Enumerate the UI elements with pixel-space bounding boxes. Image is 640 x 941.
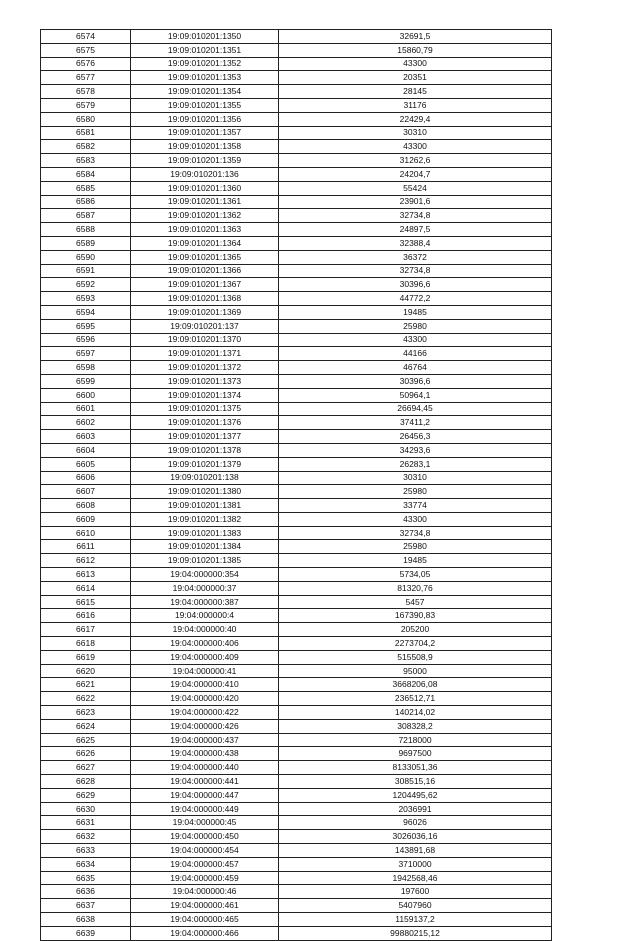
row-number-cell: 6620 bbox=[41, 664, 131, 678]
cadastral-number-cell: 19:09:010201:1376 bbox=[131, 416, 279, 430]
cadastral-number-cell: 19:09:010201:1383 bbox=[131, 526, 279, 540]
table-row bbox=[41, 181, 552, 195]
value-cell: 26283,1 bbox=[279, 457, 552, 471]
table-row bbox=[41, 609, 552, 623]
row-number-cell: 6598 bbox=[41, 361, 131, 375]
cadastral-number-cell: 19:09:010201:136 bbox=[131, 167, 279, 181]
value-cell: 55424 bbox=[279, 181, 552, 195]
row-number-cell: 6606 bbox=[41, 471, 131, 485]
table-row bbox=[41, 71, 552, 85]
value-cell: 43300 bbox=[279, 512, 552, 526]
row-number-cell: 6626 bbox=[41, 747, 131, 761]
row-number-cell: 6575 bbox=[41, 43, 131, 57]
table-row bbox=[41, 223, 552, 237]
row-number-cell: 6599 bbox=[41, 374, 131, 388]
row-number-cell: 6603 bbox=[41, 430, 131, 444]
table-row bbox=[41, 692, 552, 706]
cadastral-number-cell: 19:09:010201:1381 bbox=[131, 499, 279, 513]
value-cell: 36372 bbox=[279, 250, 552, 264]
row-number-cell: 6621 bbox=[41, 678, 131, 692]
cadastral-number-cell: 19:09:010201:1373 bbox=[131, 374, 279, 388]
cadastral-number-cell: 19:04:000000:420 bbox=[131, 692, 279, 706]
value-cell: 19485 bbox=[279, 554, 552, 568]
cadastral-number-cell: 19:09:010201:1356 bbox=[131, 112, 279, 126]
table-row bbox=[41, 926, 552, 940]
row-number-cell: 6629 bbox=[41, 788, 131, 802]
value-cell: 5734,05 bbox=[279, 568, 552, 582]
cadastral-number-cell: 19:04:000000:409 bbox=[131, 650, 279, 664]
row-number-cell: 6635 bbox=[41, 871, 131, 885]
cadastral-number-cell: 19:09:010201:1362 bbox=[131, 209, 279, 223]
table-row bbox=[41, 733, 552, 747]
table-row bbox=[41, 264, 552, 278]
table-row bbox=[41, 333, 552, 347]
cadastral-number-cell: 19:04:000000:406 bbox=[131, 637, 279, 651]
row-number-cell: 6588 bbox=[41, 223, 131, 237]
row-number-cell: 6605 bbox=[41, 457, 131, 471]
value-cell: 50964,1 bbox=[279, 388, 552, 402]
row-number-cell: 6593 bbox=[41, 292, 131, 306]
cadastral-number-cell: 19:04:000000:4 bbox=[131, 609, 279, 623]
row-number-cell: 6587 bbox=[41, 209, 131, 223]
table-row bbox=[41, 430, 552, 444]
cadastral-number-cell: 19:09:010201:1371 bbox=[131, 347, 279, 361]
value-cell: 44166 bbox=[279, 347, 552, 361]
table-row bbox=[41, 305, 552, 319]
value-cell: 44772,2 bbox=[279, 292, 552, 306]
row-number-cell: 6600 bbox=[41, 388, 131, 402]
row-number-cell: 6584 bbox=[41, 167, 131, 181]
table-row bbox=[41, 595, 552, 609]
cadastral-number-cell: 19:09:010201:1379 bbox=[131, 457, 279, 471]
table-row bbox=[41, 140, 552, 154]
cadastral-number-cell: 19:09:010201:1352 bbox=[131, 57, 279, 71]
row-number-cell: 6611 bbox=[41, 540, 131, 554]
row-number-cell: 6578 bbox=[41, 85, 131, 99]
value-cell: 34293,6 bbox=[279, 443, 552, 457]
row-number-cell: 6574 bbox=[41, 30, 131, 44]
table-row bbox=[41, 485, 552, 499]
cadastral-number-cell: 19:04:000000:450 bbox=[131, 830, 279, 844]
table-row bbox=[41, 913, 552, 927]
value-cell: 22429,4 bbox=[279, 112, 552, 126]
cadastral-number-cell: 19:09:010201:1372 bbox=[131, 361, 279, 375]
row-number-cell: 6633 bbox=[41, 844, 131, 858]
cadastral-number-cell: 19:09:010201:1385 bbox=[131, 554, 279, 568]
row-number-cell: 6609 bbox=[41, 512, 131, 526]
value-cell: 31176 bbox=[279, 98, 552, 112]
row-number-cell: 6595 bbox=[41, 319, 131, 333]
value-cell: 2036991 bbox=[279, 802, 552, 816]
row-number-cell: 6628 bbox=[41, 775, 131, 789]
cadastral-number-cell: 19:04:000000:449 bbox=[131, 802, 279, 816]
table-row bbox=[41, 775, 552, 789]
row-number-cell: 6623 bbox=[41, 706, 131, 720]
cadastral-number-cell: 19:09:010201:1370 bbox=[131, 333, 279, 347]
cadastral-number-cell: 19:09:010201:1380 bbox=[131, 485, 279, 499]
table-row bbox=[41, 499, 552, 513]
row-number-cell: 6630 bbox=[41, 802, 131, 816]
value-cell: 43300 bbox=[279, 333, 552, 347]
table-row bbox=[41, 623, 552, 637]
value-cell: 205200 bbox=[279, 623, 552, 637]
table-row bbox=[41, 416, 552, 430]
cadastral-number-cell: 19:04:000000:354 bbox=[131, 568, 279, 582]
cadastral-number-cell: 19:09:010201:1353 bbox=[131, 71, 279, 85]
row-number-cell: 6627 bbox=[41, 761, 131, 775]
value-cell: 81320,76 bbox=[279, 581, 552, 595]
row-number-cell: 6604 bbox=[41, 443, 131, 457]
table-row bbox=[41, 278, 552, 292]
row-number-cell: 6639 bbox=[41, 926, 131, 940]
row-number-cell: 6617 bbox=[41, 623, 131, 637]
cadastral-number-cell: 19:04:000000:40 bbox=[131, 623, 279, 637]
value-cell: 3668206,08 bbox=[279, 678, 552, 692]
row-number-cell: 6590 bbox=[41, 250, 131, 264]
table-row bbox=[41, 471, 552, 485]
value-cell: 37411,2 bbox=[279, 416, 552, 430]
row-number-cell: 6616 bbox=[41, 609, 131, 623]
row-number-cell: 6624 bbox=[41, 719, 131, 733]
row-number-cell: 6613 bbox=[41, 568, 131, 582]
value-cell: 43300 bbox=[279, 140, 552, 154]
table-row bbox=[41, 871, 552, 885]
row-number-cell: 6612 bbox=[41, 554, 131, 568]
row-number-cell: 6636 bbox=[41, 885, 131, 899]
row-number-cell: 6637 bbox=[41, 899, 131, 913]
cadastral-number-cell: 19:04:000000:41 bbox=[131, 664, 279, 678]
table-row bbox=[41, 292, 552, 306]
table-row bbox=[41, 443, 552, 457]
cadastral-number-cell: 19:04:000000:45 bbox=[131, 816, 279, 830]
table-row bbox=[41, 112, 552, 126]
cadastral-number-cell: 19:04:000000:410 bbox=[131, 678, 279, 692]
cadastral-number-cell: 19:04:000000:422 bbox=[131, 706, 279, 720]
row-number-cell: 6583 bbox=[41, 154, 131, 168]
table-row bbox=[41, 885, 552, 899]
row-number-cell: 6619 bbox=[41, 650, 131, 664]
table-row bbox=[41, 568, 552, 582]
value-cell: 32734,8 bbox=[279, 264, 552, 278]
table-row bbox=[41, 457, 552, 471]
value-cell: 96026 bbox=[279, 816, 552, 830]
value-cell: 26456,3 bbox=[279, 430, 552, 444]
value-cell: 95000 bbox=[279, 664, 552, 678]
value-cell: 33774 bbox=[279, 499, 552, 513]
cadastral-number-cell: 19:04:000000:457 bbox=[131, 857, 279, 871]
table-row bbox=[41, 167, 552, 181]
value-cell: 28145 bbox=[279, 85, 552, 99]
row-number-cell: 6632 bbox=[41, 830, 131, 844]
table-row bbox=[41, 250, 552, 264]
value-cell: 236512,71 bbox=[279, 692, 552, 706]
cadastral-number-cell: 19:04:000000:387 bbox=[131, 595, 279, 609]
row-number-cell: 6589 bbox=[41, 236, 131, 250]
cadastral-number-cell: 19:04:000000:441 bbox=[131, 775, 279, 789]
row-number-cell: 6608 bbox=[41, 499, 131, 513]
value-cell: 3026036,16 bbox=[279, 830, 552, 844]
row-number-cell: 6601 bbox=[41, 402, 131, 416]
table-row bbox=[41, 581, 552, 595]
value-cell: 30396,6 bbox=[279, 278, 552, 292]
cadastral-number-cell: 19:04:000000:437 bbox=[131, 733, 279, 747]
row-number-cell: 6638 bbox=[41, 913, 131, 927]
cadastral-number-cell: 19:09:010201:137 bbox=[131, 319, 279, 333]
cadastral-number-cell: 19:09:010201:1350 bbox=[131, 30, 279, 44]
value-cell: 1942568,46 bbox=[279, 871, 552, 885]
row-number-cell: 6581 bbox=[41, 126, 131, 140]
cadastral-number-cell: 19:09:010201:1365 bbox=[131, 250, 279, 264]
table-row bbox=[41, 719, 552, 733]
row-number-cell: 6592 bbox=[41, 278, 131, 292]
table-body bbox=[41, 30, 552, 941]
table-row bbox=[41, 98, 552, 112]
row-number-cell: 6591 bbox=[41, 264, 131, 278]
cadastral-number-cell: 19:09:010201:1375 bbox=[131, 402, 279, 416]
row-number-cell: 6631 bbox=[41, 816, 131, 830]
value-cell: 32734,8 bbox=[279, 209, 552, 223]
value-cell: 143891,68 bbox=[279, 844, 552, 858]
table-row bbox=[41, 154, 552, 168]
cadastral-number-cell: 19:09:010201:1351 bbox=[131, 43, 279, 57]
cadastral-number-cell: 19:04:000000:440 bbox=[131, 761, 279, 775]
value-cell: 25980 bbox=[279, 485, 552, 499]
value-cell: 197600 bbox=[279, 885, 552, 899]
cadastral-number-cell: 19:09:010201:1354 bbox=[131, 85, 279, 99]
row-number-cell: 6597 bbox=[41, 347, 131, 361]
value-cell: 3710000 bbox=[279, 857, 552, 871]
row-number-cell: 6622 bbox=[41, 692, 131, 706]
row-number-cell: 6586 bbox=[41, 195, 131, 209]
table-row bbox=[41, 761, 552, 775]
value-cell: 5457 bbox=[279, 595, 552, 609]
row-number-cell: 6614 bbox=[41, 581, 131, 595]
table-row bbox=[41, 374, 552, 388]
row-number-cell: 6602 bbox=[41, 416, 131, 430]
table-row bbox=[41, 319, 552, 333]
table-row bbox=[41, 650, 552, 664]
value-cell: 5407960 bbox=[279, 899, 552, 913]
value-cell: 7218000 bbox=[279, 733, 552, 747]
table-row bbox=[41, 209, 552, 223]
value-cell: 2273704,2 bbox=[279, 637, 552, 651]
value-cell: 23901,6 bbox=[279, 195, 552, 209]
value-cell: 43300 bbox=[279, 57, 552, 71]
value-cell: 308515,16 bbox=[279, 775, 552, 789]
value-cell: 30310 bbox=[279, 471, 552, 485]
value-cell: 30310 bbox=[279, 126, 552, 140]
table-row bbox=[41, 43, 552, 57]
table-row bbox=[41, 402, 552, 416]
row-number-cell: 6577 bbox=[41, 71, 131, 85]
row-number-cell: 6579 bbox=[41, 98, 131, 112]
cadastral-number-cell: 19:04:000000:465 bbox=[131, 913, 279, 927]
row-number-cell: 6596 bbox=[41, 333, 131, 347]
table-row bbox=[41, 788, 552, 802]
cadastral-number-cell: 19:04:000000:426 bbox=[131, 719, 279, 733]
value-cell: 24897,5 bbox=[279, 223, 552, 237]
row-number-cell: 6585 bbox=[41, 181, 131, 195]
table-row bbox=[41, 554, 552, 568]
cadastral-number-cell: 19:04:000000:438 bbox=[131, 747, 279, 761]
cadastral-number-cell: 19:09:010201:1357 bbox=[131, 126, 279, 140]
row-number-cell: 6580 bbox=[41, 112, 131, 126]
cadastral-number-cell: 19:09:010201:1367 bbox=[131, 278, 279, 292]
table-row bbox=[41, 747, 552, 761]
value-cell: 46764 bbox=[279, 361, 552, 375]
value-cell: 9697500 bbox=[279, 747, 552, 761]
table-row bbox=[41, 388, 552, 402]
value-cell: 1159137,2 bbox=[279, 913, 552, 927]
cadastral-number-cell: 19:09:010201:138 bbox=[131, 471, 279, 485]
cadastral-number-cell: 19:09:010201:1374 bbox=[131, 388, 279, 402]
cadastral-number-cell: 19:04:000000:37 bbox=[131, 581, 279, 595]
value-cell: 140214,02 bbox=[279, 706, 552, 720]
table-row bbox=[41, 816, 552, 830]
value-cell: 32734,8 bbox=[279, 526, 552, 540]
cadastral-number-cell: 19:09:010201:1384 bbox=[131, 540, 279, 554]
cadastral-number-cell: 19:09:010201:1364 bbox=[131, 236, 279, 250]
value-cell: 25980 bbox=[279, 319, 552, 333]
value-cell: 25980 bbox=[279, 540, 552, 554]
table-row bbox=[41, 236, 552, 250]
value-cell: 20351 bbox=[279, 71, 552, 85]
cadastral-number-cell: 19:09:010201:1361 bbox=[131, 195, 279, 209]
value-cell: 15860,79 bbox=[279, 43, 552, 57]
cadastral-number-cell: 19:09:010201:1359 bbox=[131, 154, 279, 168]
value-cell: 31262,6 bbox=[279, 154, 552, 168]
cadastral-number-cell: 19:09:010201:1369 bbox=[131, 305, 279, 319]
table-row bbox=[41, 126, 552, 140]
row-number-cell: 6615 bbox=[41, 595, 131, 609]
value-cell: 32388,4 bbox=[279, 236, 552, 250]
row-number-cell: 6610 bbox=[41, 526, 131, 540]
cadastral-number-cell: 19:04:000000:46 bbox=[131, 885, 279, 899]
table-row bbox=[41, 512, 552, 526]
table-row bbox=[41, 899, 552, 913]
cadastral-number-cell: 19:09:010201:1366 bbox=[131, 264, 279, 278]
value-cell: 19485 bbox=[279, 305, 552, 319]
cadastral-number-cell: 19:04:000000:447 bbox=[131, 788, 279, 802]
value-cell: 32691,5 bbox=[279, 30, 552, 44]
table-row bbox=[41, 85, 552, 99]
row-number-cell: 6607 bbox=[41, 485, 131, 499]
cadastral-number-cell: 19:04:000000:454 bbox=[131, 844, 279, 858]
cadastral-number-cell: 19:09:010201:1382 bbox=[131, 512, 279, 526]
cadastral-number-cell: 19:09:010201:1377 bbox=[131, 430, 279, 444]
cadastral-number-cell: 19:04:000000:461 bbox=[131, 899, 279, 913]
table-row bbox=[41, 526, 552, 540]
table-row bbox=[41, 678, 552, 692]
row-number-cell: 6594 bbox=[41, 305, 131, 319]
table-row bbox=[41, 195, 552, 209]
cadastral-number-cell: 19:09:010201:1358 bbox=[131, 140, 279, 154]
row-number-cell: 6576 bbox=[41, 57, 131, 71]
table-row bbox=[41, 30, 552, 44]
value-cell: 26694,45 bbox=[279, 402, 552, 416]
value-cell: 8133051,36 bbox=[279, 761, 552, 775]
value-cell: 99880215,12 bbox=[279, 926, 552, 940]
row-number-cell: 6618 bbox=[41, 637, 131, 651]
value-cell: 308328,2 bbox=[279, 719, 552, 733]
table-row bbox=[41, 706, 552, 720]
table-row bbox=[41, 857, 552, 871]
cadastral-number-cell: 19:04:000000:466 bbox=[131, 926, 279, 940]
table-row bbox=[41, 637, 552, 651]
cadastral-number-cell: 19:09:010201:1360 bbox=[131, 181, 279, 195]
table-row bbox=[41, 57, 552, 71]
cadastral-number-cell: 19:09:010201:1378 bbox=[131, 443, 279, 457]
value-cell: 1204495,62 bbox=[279, 788, 552, 802]
table-row bbox=[41, 361, 552, 375]
table-row bbox=[41, 830, 552, 844]
row-number-cell: 6582 bbox=[41, 140, 131, 154]
cadastral-number-cell: 19:09:010201:1363 bbox=[131, 223, 279, 237]
table-row bbox=[41, 540, 552, 554]
value-cell: 24204,7 bbox=[279, 167, 552, 181]
value-cell: 167390,83 bbox=[279, 609, 552, 623]
value-cell: 30396,6 bbox=[279, 374, 552, 388]
value-cell: 515508,9 bbox=[279, 650, 552, 664]
cadastral-number-cell: 19:09:010201:1355 bbox=[131, 98, 279, 112]
table-row bbox=[41, 347, 552, 361]
row-number-cell: 6634 bbox=[41, 857, 131, 871]
table-row bbox=[41, 802, 552, 816]
table-row bbox=[41, 664, 552, 678]
cadastral-number-cell: 19:09:010201:1368 bbox=[131, 292, 279, 306]
cadastral-number-cell: 19:04:000000:459 bbox=[131, 871, 279, 885]
row-number-cell: 6625 bbox=[41, 733, 131, 747]
table-row bbox=[41, 844, 552, 858]
cadastral-value-table bbox=[40, 29, 552, 941]
